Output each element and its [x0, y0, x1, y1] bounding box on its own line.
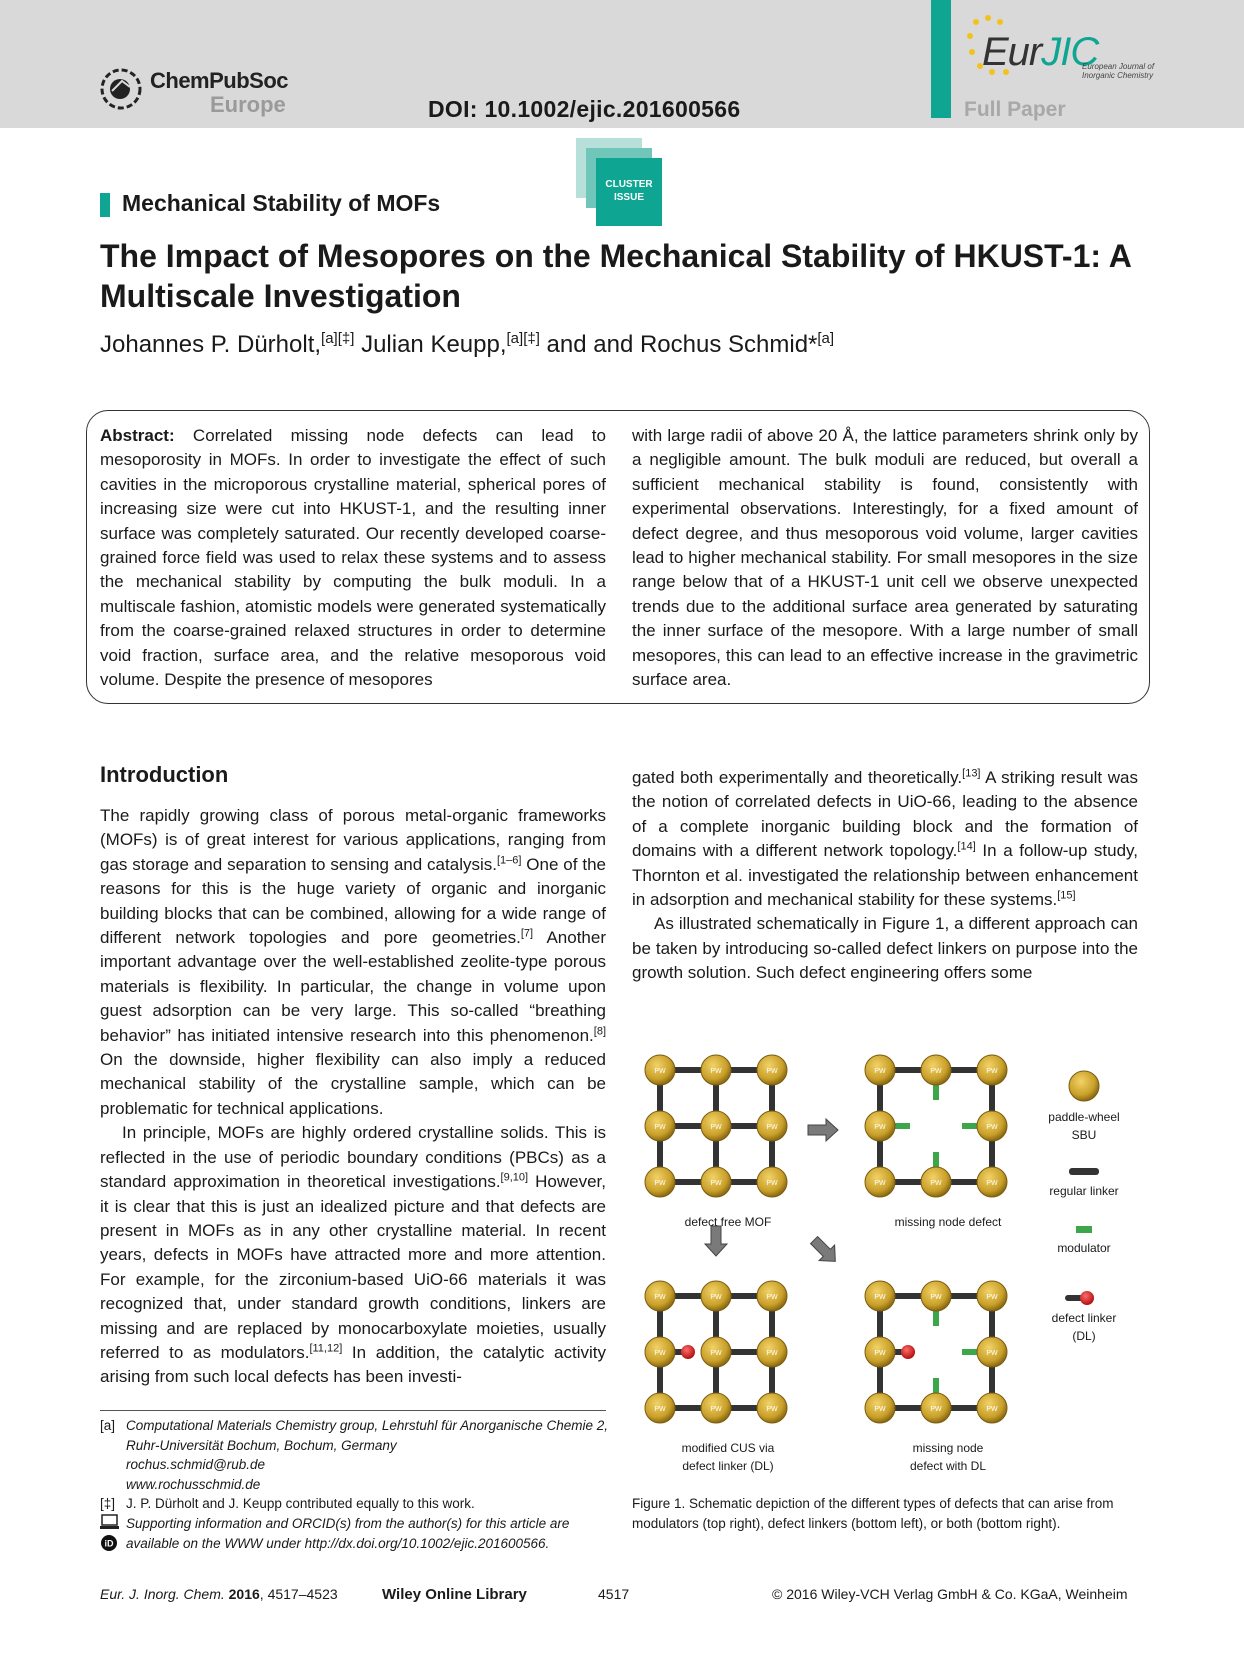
author-3: and and Rochus Schmid*: [539, 331, 818, 358]
website-link[interactable]: www.rochusschmid.de: [126, 1476, 261, 1492]
abstract-column-1: [100, 424, 606, 692]
node-label: PW: [986, 1124, 998, 1131]
node-label: PW: [710, 1294, 722, 1301]
reference[interactable]: [7]: [520, 927, 534, 940]
publisher-region: Europe: [210, 92, 286, 117]
node-label: PW: [654, 1180, 666, 1187]
node-label: PW: [654, 1294, 666, 1301]
label-missing-node: missing node defect: [894, 1215, 1002, 1229]
defect-diagram: [645, 1055, 1099, 1423]
node-label: PW: [654, 1406, 666, 1413]
node-label: PW: [654, 1124, 666, 1131]
node-label: PW: [986, 1294, 998, 1301]
node-label: PW: [710, 1180, 722, 1187]
article-type: Full Paper: [964, 98, 1066, 121]
node-label: PW: [930, 1406, 942, 1413]
label-missing-dl-1: missing node: [912, 1441, 984, 1455]
introduction-heading: Introduction: [100, 762, 229, 787]
author-list: [100, 330, 834, 359]
node-label: PW: [930, 1294, 942, 1301]
figure-1-caption: Figure 1. Schematic depiction of the different types of defects that can arise from modulators (top right), defect linkers (bottom left), or both (bottom right).: [632, 1496, 1114, 1531]
arrow-shape: [806, 1232, 843, 1269]
article-title: The Impact of Mesopores on the Mechanical Stability of HKUST-1: A Multiscale Investigation: [100, 238, 1131, 314]
intro-paragraph-1: The rapidly growing class of porous metal-organic frameworks (MOFs) is of great interest for various applications, ranging from gas storage and separation to sensing and catalysis.[1–6] One of the reasons for this is the huge variety of organic and inorganic building blocks that can be combined, allowing for a wide range of different network topologies and pore geometries.[7] Another important advantage over the well-established zeolite-type porous materials is flexibility. In particular, the change in volume upon guest adsorption can be very large. This so-called “breathing behavior” has initiated intensive research into this phenomenon.[8] On the downside, higher flexibility can also imply a reduced mechanical stability of the crystalline sample, which can be problematic for technical applications.: [100, 806, 606, 1118]
node-label: PW: [710, 1068, 722, 1075]
legend-sbu-2: SBU: [1071, 1128, 1097, 1142]
author-2-affiliation: [a][‡]: [506, 330, 540, 347]
journal-logo: [960, 10, 1155, 100]
footnote-equal-contribution: [‡] J. P. Dürholt and J. Keupp contributed equally to this work.: [100, 1496, 475, 1512]
legend-linker-icon: [1069, 1168, 1099, 1175]
footer-citation: Eur. J. Inorg. Chem. 2016, 4517–4523: [100, 1586, 338, 1602]
author-1-affiliation: [a][‡]: [321, 330, 355, 347]
page-number: 4517: [598, 1586, 630, 1602]
label-defect-free: defect free MOF: [684, 1215, 772, 1229]
modulator: [933, 1084, 939, 1100]
footnote-rule: [100, 1410, 606, 1411]
node-label: PW: [874, 1406, 886, 1413]
svg-text:iD: iD: [104, 1538, 114, 1549]
figure-1: [632, 1040, 1138, 1480]
arrow-icon: [705, 1226, 727, 1256]
node-label: PW: [986, 1406, 998, 1413]
footnotes: [100, 1416, 610, 1553]
journal-logo-text: EurJIC: [982, 30, 1099, 74]
node-label: PW: [710, 1406, 722, 1413]
modulator: [962, 1349, 978, 1355]
copyright: © 2016 Wiley-VCH Verlag GmbH & Co. KGaA, Weinheim: [772, 1586, 1128, 1602]
node-label: PW: [766, 1350, 778, 1357]
abstract-label: Abstract:: [100, 426, 175, 445]
wiley-online-library-link[interactable]: Wiley Online Library: [382, 1586, 527, 1603]
modulator: [933, 1310, 939, 1326]
reference[interactable]: [8]: [593, 1025, 606, 1037]
node-label: PW: [766, 1406, 778, 1413]
abstract-text-1: Correlated missing node defects can lead to mesoporosity in MOFs. In order to investigate the effect of such cavities in the microporous crystalline material, spherical pores of increasing size were cut into HKUST-1, and the resulting inner surface was completely saturated. Our recently developed coarse-grained force field was used to relax these systems and to assess the mechanical stability by computing the bulk moduli. In a multiscale fashion, atomistic models were generated systematically from the coarse-grained relaxed structures in order to determine void fraction, surface area, and the relative mesoporous void volume. Despite the presence of mesopores: [100, 426, 606, 690]
node-label: PW: [766, 1068, 778, 1075]
supporting-info-link[interactable]: Supporting information and ORCID(s) from the author(s) for this article are available on the WWW under http://dx.doi.org/10.1002/ejic.201600566.: [126, 1515, 570, 1551]
reference[interactable]: [14]: [957, 840, 976, 853]
arrow-shape: [808, 1119, 838, 1141]
node-label: PW: [766, 1294, 778, 1301]
label-modified-cus-1: modified CUS via: [681, 1441, 775, 1455]
modulator: [933, 1378, 939, 1394]
node-label: PW: [874, 1180, 886, 1187]
chempubsoc-ring-icon: [98, 66, 144, 112]
node-label: PW: [874, 1350, 886, 1357]
author-3-affiliation: [a]: [817, 330, 835, 347]
node-label: PW: [874, 1124, 886, 1131]
legend-sbu-icon: [1069, 1071, 1099, 1101]
author-1: Johannes P. Dürholt,: [100, 331, 322, 358]
reference[interactable]: [13]: [962, 767, 981, 780]
node-label: PW: [930, 1180, 942, 1187]
legend-dl-1: defect linker: [1051, 1311, 1117, 1325]
node-label: PW: [986, 1068, 998, 1075]
legend-modulator: modulator: [1057, 1241, 1111, 1255]
defect-linker-head: [901, 1345, 915, 1359]
footnote-affiliation: [a] Computational Materials Chemistry group, Lehrstuhl für Anorganische Chemie 2, Ruhr-Universität Bochum, Bochum, Germany rochus.schmid@rub.de www.rochusschmid.de: [100, 1418, 608, 1492]
node-label: PW: [654, 1068, 666, 1075]
label-missing-dl-2: defect with DL: [909, 1459, 987, 1473]
node-label: PW: [874, 1068, 886, 1075]
node-label: PW: [654, 1350, 666, 1357]
node-label: PW: [930, 1068, 942, 1075]
intro-paragraph-2: In principle, MOFs are highly ordered crystalline solids. This is reflected in the use of periodic boundary conditions (PBCs) as a standard approximation in theoretical investigations.[9,10] However, it is clear that this is just an idealized picture and that defects are present in MOFs as in any other crystalline material. In recent years, defects in MOFs have attracted more and more attention. For example, for the zirconium-based UiO-66 materials it was recognized that, under standard growth conditions, linkers are missing and are replaced by monocarboxylate moieties, usually referred to as modulators.[11,12] In addition, the catalytic activity arising from such local defects has been investi-: [100, 1123, 607, 1387]
email-link[interactable]: rochus.schmid@rub.de: [126, 1457, 266, 1473]
modulator: [962, 1123, 978, 1129]
cluster-issue-label: CLUSTER ISSUE: [605, 179, 653, 203]
cluster-issue-badge: [572, 138, 662, 228]
arrow-shape: [705, 1226, 727, 1256]
section-tag-bar: [100, 193, 110, 217]
author-2: Julian Keupp,: [354, 331, 507, 358]
chempubsoc-logo: [98, 64, 298, 120]
legend-dl-2: (DL): [1072, 1329, 1096, 1343]
reference[interactable]: [9,10]: [500, 1171, 529, 1184]
teal-accent-bar: [931, 0, 951, 118]
footnote-supporting-info: [100, 1514, 610, 1553]
introduction-column-right: [632, 766, 1138, 986]
journal-subtitle: European Journal of Inorganic Chemistry: [1082, 62, 1155, 80]
orcid-icon: [100, 1534, 118, 1552]
legend-linker: regular linker: [1049, 1184, 1119, 1198]
modulator: [933, 1152, 939, 1168]
abstract-column-2: with large radii of above 20 Å, the lattice parameters shrink only by a negligible amount. The bulk moduli are reduced, but overall a sufficient mechanical stability is found, consistently with experimental observations. Interestingly, for a fixed amount of defect degree, and thus mesoporous void volume, larger cavities lead to higher mechanical stability. For small mesopores in the size range below that of a HKUST-1 unit cell we observe unexpected trends due to the additional surface area generated by saturating the inner surface of the mesopore. With a large number of small mesopores, this can lead to an effective increase in the gravimetric surface area.: [632, 426, 1138, 690]
label-modified-cus-2: defect linker (DL): [682, 1459, 774, 1473]
defect-linker-head: [681, 1345, 695, 1359]
node-label: PW: [766, 1124, 778, 1131]
node-label: PW: [710, 1124, 722, 1131]
legend-dl-icon: [1080, 1291, 1094, 1305]
modulator: [894, 1123, 910, 1129]
computer-icon: [100, 1514, 120, 1532]
arrow-icon: [808, 1119, 838, 1141]
reference[interactable]: [1–6]: [496, 854, 522, 867]
intro-paragraph-4: As illustrated schematically in Figure 1, a different approach can be taken by introducing so-called defect linkers on purpose into the growth solution. Such defect engineering offers some: [632, 914, 1138, 983]
section-tag-text: Mechanical Stability of MOFs: [122, 190, 441, 216]
reference[interactable]: [11,12]: [309, 1342, 343, 1355]
section-tag: [100, 190, 500, 220]
node-label: PW: [986, 1350, 998, 1357]
legend-sbu-1: paddle-wheel: [1048, 1110, 1120, 1124]
publisher-name: ChemPubSoc: [150, 68, 289, 93]
doi[interactable]: DOI: 10.1002/ejic.201600566: [428, 96, 741, 122]
node-label: PW: [986, 1180, 998, 1187]
introduction-column-left: [100, 804, 606, 1390]
legend-modulator-icon: [1076, 1226, 1092, 1233]
node-label: PW: [766, 1180, 778, 1187]
node-label: PW: [874, 1294, 886, 1301]
arrow-icon: [806, 1232, 843, 1269]
reference[interactable]: [15]: [1057, 889, 1076, 902]
intro-paragraph-3: gated both experimentally and theoretically.[13] A striking result was the notion of correlated defects in UiO-66, leading to the absence of a complete inorganic building block and the formation of domains with a different network topology.[14] In a follow-up study, Thornton et al. investigated the relationship between enhancement in adsorption and mechanical stability for these systems.[15]: [632, 767, 1139, 910]
node-label: PW: [710, 1350, 722, 1357]
